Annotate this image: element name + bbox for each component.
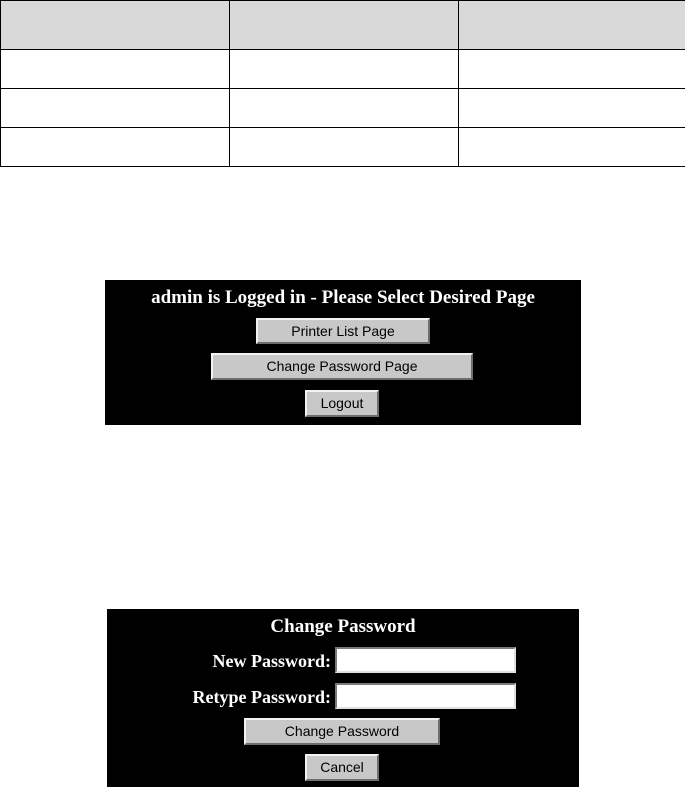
printer-list-page-button[interactable]: Printer List Page — [256, 318, 430, 344]
table-row — [1, 89, 685, 128]
table-cell — [459, 50, 685, 89]
new-password-label: New Password: — [212, 651, 331, 671]
logout-button[interactable]: Logout — [305, 390, 379, 417]
table-row — [1, 50, 685, 89]
table-cell — [1, 89, 230, 128]
admin-menu-panel — [105, 280, 581, 425]
table-cell — [230, 89, 459, 128]
table-row — [1, 128, 685, 167]
cancel-button[interactable]: Cancel — [305, 754, 379, 781]
table-header-cell — [230, 1, 459, 50]
table-header-row — [1, 1, 685, 50]
change-password-button[interactable]: Change Password — [244, 718, 440, 745]
table-cell — [459, 128, 685, 167]
change-password-page-button[interactable]: Change Password Page — [211, 353, 473, 380]
table-cell — [459, 89, 685, 128]
retype-password-field[interactable] — [335, 683, 516, 709]
new-password-field[interactable] — [335, 647, 516, 673]
table-cell — [230, 50, 459, 89]
empty-table — [0, 0, 685, 167]
table-cell — [1, 128, 230, 167]
retype-password-label: Retype Password: — [192, 687, 331, 707]
change-password-title: Change Password — [270, 616, 416, 637]
change-password-panel — [107, 609, 579, 787]
table-header-cell — [1, 1, 230, 50]
table-cell — [1, 50, 230, 89]
table-header-cell — [459, 1, 685, 50]
admin-menu-title: admin is Logged in - Please Select Desired Page — [151, 287, 535, 308]
table-cell — [230, 128, 459, 167]
